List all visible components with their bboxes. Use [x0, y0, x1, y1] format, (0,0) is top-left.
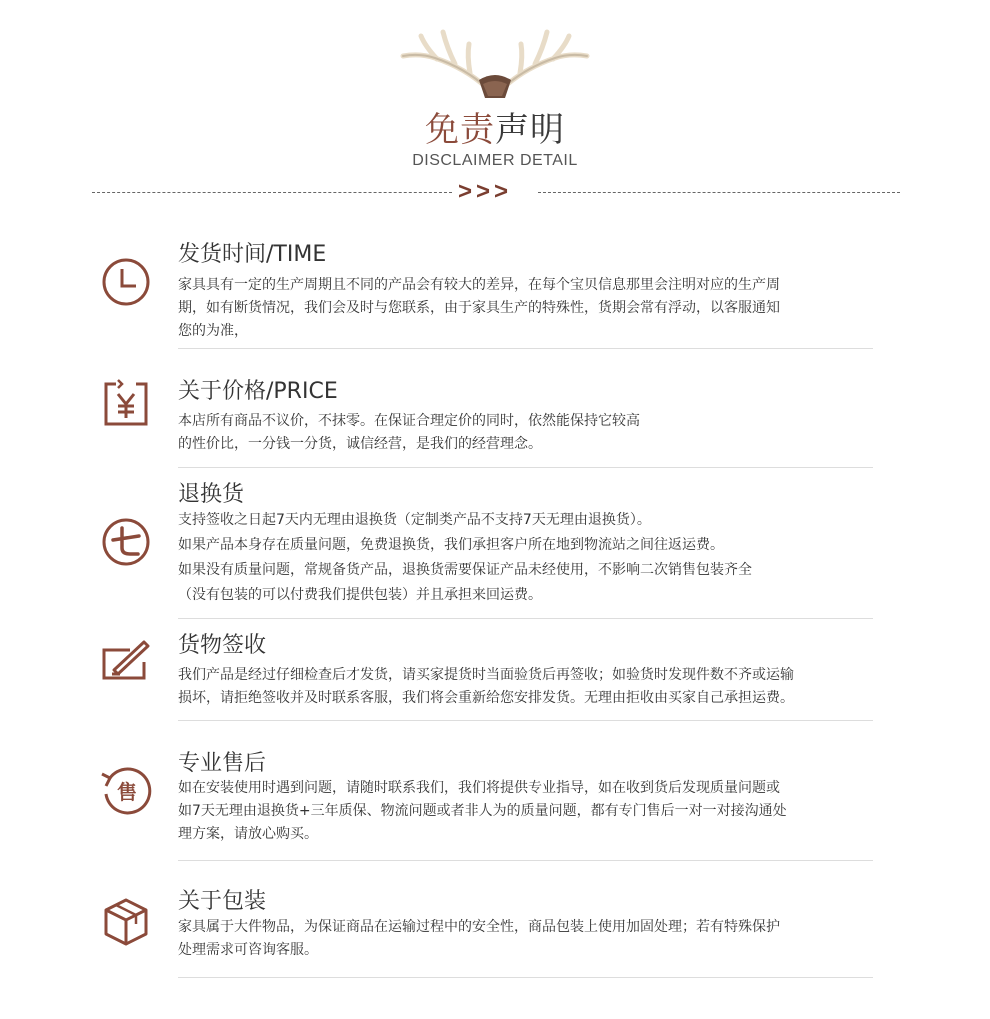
- body-line: 损坏，请拒绝签收并及时联系客服，我们将会重新给您安排发货。无理由拒收由买家自己承担运费。: [178, 690, 794, 706]
- body-line: 如果没有质量问题，常规备货产品，退换货需要保证产品未经使用，不影响二次销售包装齐全: [178, 562, 752, 578]
- body-line: 的性价比，一分钱一分货，诚信经营，是我们的经营理念。: [178, 436, 542, 452]
- section-divider: [178, 860, 873, 861]
- title-rest: 声明: [495, 110, 565, 150]
- section-title: 关于包装: [178, 889, 267, 914]
- body-line: 期，如有断货情况，我们会及时与您联系，由于家具生产的特殊性，货期会常有浮动，以客服通知: [178, 300, 780, 316]
- section-body: [178, 509, 878, 607]
- section-body: [178, 777, 878, 846]
- section-divider: [178, 618, 873, 619]
- after-sales-icon: [100, 764, 152, 816]
- body-line: 本店所有商品不议价，不抹零。在保证合理定价的同时，依然能保持它较高: [178, 413, 640, 429]
- section-title: 发货时间/TIME: [178, 242, 327, 267]
- body-line: 如果产品本身存在质量问题，免费退换货，我们承担客户所在地到物流站之间往返运费。: [178, 537, 724, 553]
- body-line: 支持签收之日起7天内无理由退换货（定制类产品不支持7天无理由退换货）。: [178, 512, 651, 528]
- section-body: [178, 410, 878, 456]
- divider-right: [538, 192, 900, 193]
- section-body: [178, 274, 878, 343]
- title-accent: 免责: [425, 110, 495, 150]
- section-divider: [178, 977, 873, 978]
- section-title: 关于价格/PRICE: [178, 379, 338, 404]
- sign-edit-icon: [100, 636, 152, 688]
- body-line: 家具属于大件物品，为保证商品在运输过程中的安全性，商品包装上使用加固处理；若有特殊保护: [178, 919, 780, 935]
- divider-arrows: >>>: [458, 178, 513, 205]
- section-title: 专业售后: [178, 751, 267, 776]
- svg-text:售: 售: [117, 780, 137, 804]
- body-line: 理方案，请放心购买。: [178, 826, 318, 842]
- section-title: 货物签收: [178, 633, 267, 658]
- body-line: 处理需求可咨询客服。: [178, 942, 318, 958]
- section-divider: [178, 348, 873, 349]
- antler-logo-icon: [395, 18, 595, 100]
- body-line: 如在安装使用时遇到问题，请随时联系我们，我们将提供专业指导，如在收到货后发现质量问题或: [178, 780, 780, 796]
- section-title: 退换货: [178, 482, 245, 507]
- body-line: 家具具有一定的生产周期且不同的产品会有较大的差异，在每个宝贝信息那里会注明对应的生产周: [178, 277, 780, 293]
- body-line: 如7天无理由退换货+三年质保、物流问题或者非人为的质量问题，都有专门售后一对一对接沟通处: [178, 803, 787, 819]
- body-line: 您的为准，: [178, 323, 248, 339]
- section-divider: [178, 720, 873, 721]
- body-line: （没有包装的可以付费我们提供包装）并且承担来回运费。: [178, 587, 542, 603]
- page-title: [0, 108, 990, 152]
- section-body: [178, 664, 878, 710]
- package-box-icon: [100, 896, 152, 948]
- body-line: 我们产品是经过仔细检查后才发货，请买家提货时当面验货后再签收；如验货时发现件数不齐或运输: [178, 667, 794, 683]
- section-divider: [178, 467, 873, 468]
- clock-icon: [100, 256, 152, 308]
- page-subtitle: DISCLAIMER DETAIL: [412, 152, 578, 169]
- price-tag-icon: [100, 378, 152, 430]
- section-body: [178, 916, 878, 962]
- divider-left: [92, 192, 452, 193]
- seven-days-icon: [100, 516, 152, 568]
